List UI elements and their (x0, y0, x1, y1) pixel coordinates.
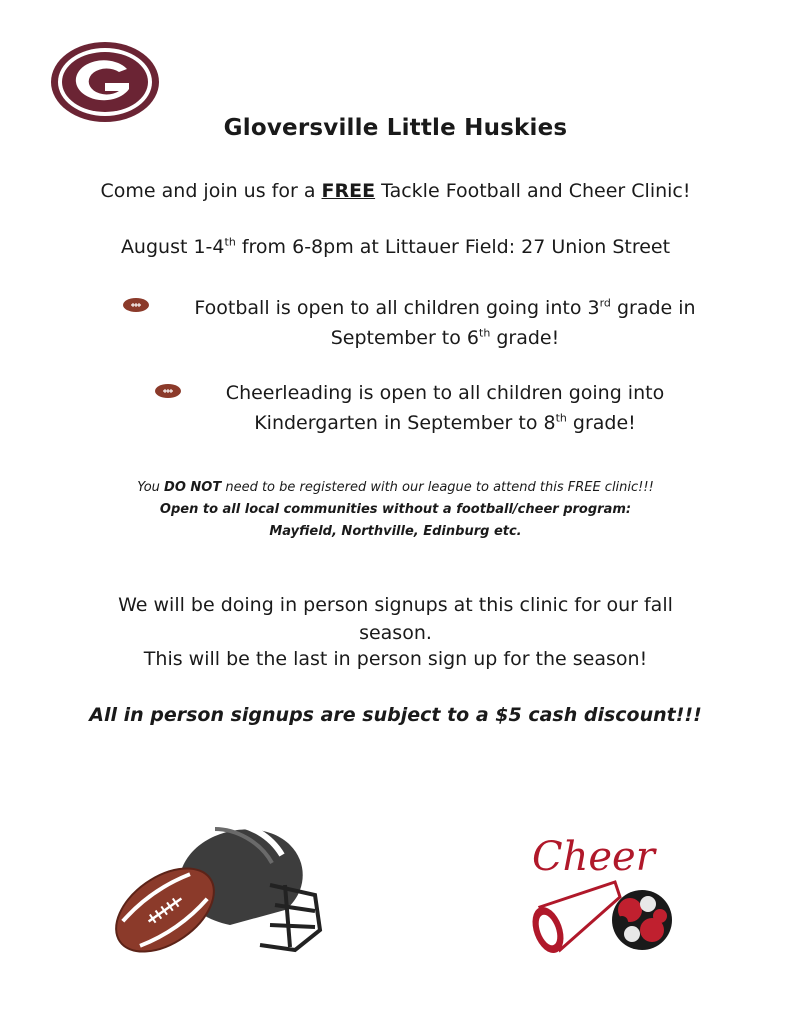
cheer-logo-text: Cheer (532, 834, 655, 880)
football-bullet-icon (154, 383, 182, 399)
dates-line: August 1-4th from 6-8pm at Littauer Field: 27 Union Street (120, 235, 671, 258)
football-bullet-icon (122, 297, 150, 313)
page-title: Gloversville Little Huskies (223, 115, 568, 141)
signups-info: We will be doing in person signups at this clinic for our fall season. (118, 594, 673, 644)
registration-notice: You DO NOT need to be registered with our league to attend this FREE clinic!!! (137, 480, 654, 495)
communities-notice: Open to all local communities without a football/cheer program: (159, 502, 632, 517)
intro-line: Come and join us for a FREE Tackle Football and Cheer Clinic! (100, 180, 691, 202)
cheerleading-info: Cheerleading is open to all children going into Kindergarten in September to 8th grade! (225, 382, 665, 434)
free-emphasis: FREE (321, 180, 376, 202)
cheer-megaphone-icon (520, 822, 680, 962)
discount-notice: All in person signups are subject to a $5 cash discount!!! (89, 704, 702, 726)
football-info: Football is open to all children going into 3rd grade in September to 6th grade! (194, 296, 696, 349)
communities-list: Mayfield, Northville, Edinburg etc. (269, 524, 522, 539)
school-logo-g (49, 39, 161, 125)
football-helmet-icon (110, 815, 325, 965)
last-signup-info: This will be the last in person sign up for the season! (143, 648, 648, 670)
